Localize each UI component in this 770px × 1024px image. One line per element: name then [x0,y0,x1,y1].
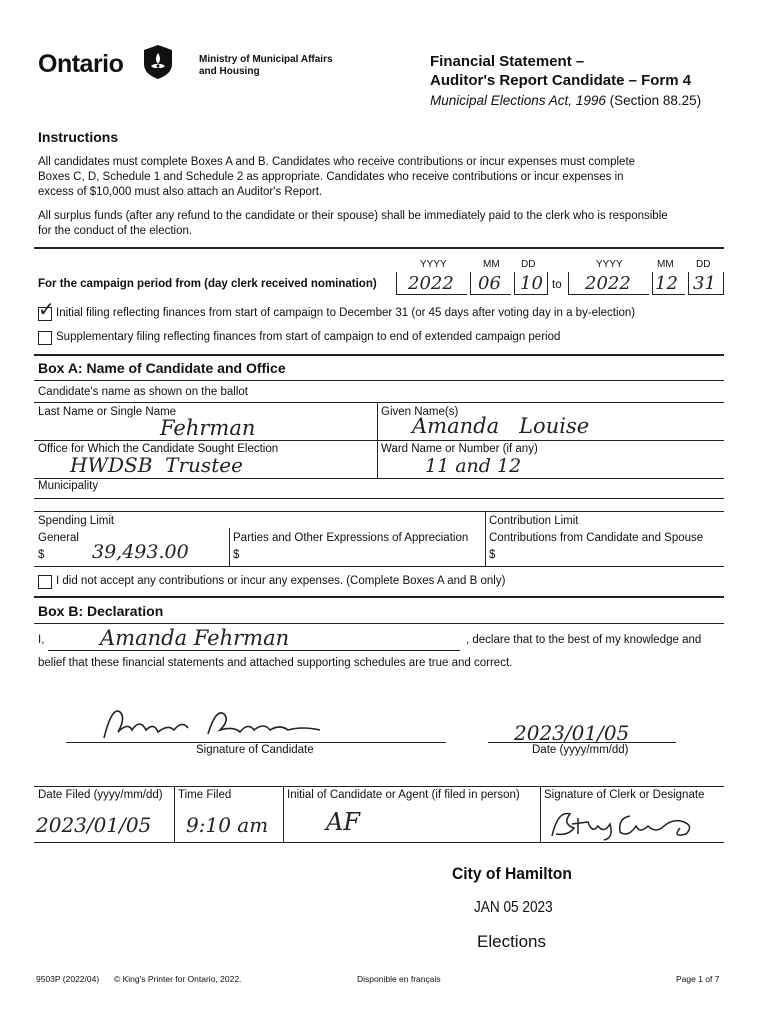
limits-top-border [34,511,724,512]
period-header-dd-from: DD [521,259,536,270]
to-day-value: 31 [693,273,716,294]
trillium-logo-icon [142,44,174,80]
page-number: Page 1 of 7 [676,974,720,984]
date-filed-label: Date Filed (yyyy/mm/dd) [38,789,163,801]
column-divider [174,786,175,842]
initial-label: Initial of Candidate or Agent (if filed in person) [287,789,520,801]
to-year-value: 2022 [585,273,631,294]
last-name-label: Last Name or Single Name [38,406,177,418]
clerk-signature-label: Signature of Clerk or Designate [544,789,705,801]
spending-limit-label: Spending Limit [38,515,115,527]
candidate-signature [98,700,338,744]
date-label: Date (yyyy/mm/dd) [532,744,629,756]
divider [34,478,724,479]
from-day-value: 10 [520,273,543,294]
clerk-signature [548,804,718,842]
declaration-date-value[interactable]: 2023/01/05 [514,721,630,745]
supplementary-filing-label: Supplementary filing reflecting finances from start of campaign to end of extended campaign period [56,331,561,343]
divider [34,498,724,499]
given-names-value[interactable]: Amanda Louise [412,414,590,438]
initial-filing-label: Initial filing reflecting finances from start of campaign to December 31 (or 45 days after voting day in a by-election) [56,307,636,319]
period-header-yyyy-from: YYYY [420,259,447,270]
filed-top-border [34,786,724,787]
contribution-currency: $ [489,549,496,561]
column-divider [229,528,230,566]
office-value[interactable]: HWDSB Trustee [70,453,243,477]
box-b-heading: Box B: Declaration [38,603,164,619]
given-names-label: Given Name(s) [381,406,459,418]
ward-value[interactable]: 11 and 12 [425,455,522,477]
municipality-label: Municipality [38,480,99,492]
to-label: to [552,279,562,291]
campaign-period-label: For the campaign period from (day clerk received nomination) [38,278,377,290]
stamp-date: JAN 05 2023 [474,899,553,916]
last-name-value[interactable]: Fehrman [160,416,256,440]
filed-bottom-border [34,842,724,843]
form-title: Financial Statement – Auditor's Report Candidate – Form 4 [430,53,692,89]
from-year-value: 2022 [408,273,454,294]
ward-label: Ward Name or Number (if any) [381,443,538,455]
signature-of-candidate-label: Signature of Candidate [196,744,314,756]
date-line [488,742,676,743]
column-divider [283,786,284,842]
parties-label: Parties and Other Expressions of Appreciation [233,532,469,544]
period-header-mm-to: MM [657,259,674,270]
instructions-heading: Instructions [38,129,119,145]
box-a-top-border [34,354,724,356]
box-a-heading: Box A: Name of Candidate and Office [38,360,286,376]
period-header-dd-to: DD [696,259,711,270]
general-limit-value[interactable]: 39,493.00 [92,541,189,563]
from-month-value: 06 [478,273,501,294]
supplementary-filing-checkbox[interactable] [38,331,52,345]
ontario-logo-text: Ontario [38,50,124,78]
signature-line [66,742,446,743]
initials-value[interactable]: AF [326,808,360,836]
divider [34,623,724,624]
column-divider [485,511,486,566]
no-contributions-checkbox[interactable] [38,575,52,589]
declarant-name-value[interactable]: Amanda Fehrman [100,626,290,650]
office-label: Office for Which the Candidate Sought Election [38,443,279,455]
divider [34,566,724,567]
stamp-elections: Elections [477,932,546,951]
instructions-paragraph-1: All candidates must complete Boxes A and B. Candidates who receive contributions or incur expenses must complete Boxes C, D, Schedule 1 and Schedule 2 as appropriate. Candidates who receive contributions or incur expenses in excess of $10,000 must also attach an Auditor's Report. [38,156,636,198]
period-header-mm-from: MM [483,259,500,270]
general-currency: $ [38,549,45,561]
time-filed-label: Time Filed [178,789,232,801]
period-header-yyyy-to: YYYY [596,259,623,270]
contribution-limit-label: Contribution Limit [489,515,579,527]
divider [34,440,724,441]
form-number: 9503P (2022/04) [36,974,100,984]
name-as-shown-label: Candidate's name as shown on the ballot [38,386,248,398]
date-filed-value[interactable]: 2023/01/05 [36,813,152,837]
to-month-value: 12 [655,273,678,294]
divider [34,380,724,381]
check-mark-icon: ✓ [38,299,55,321]
declaration-i-label: I, [38,634,45,646]
column-divider [540,786,541,842]
contribution-sub-label: Contributions from Candidate and Spouse [489,532,704,544]
ministry-name: Ministry of Municipal Affairs and Housing [199,54,333,77]
general-label: General [38,532,79,544]
parties-currency: $ [233,549,240,561]
divider [34,402,724,403]
copyright: © King's Printer for Ontario, 2022. [114,974,242,984]
french-availability: Disponible en français [357,974,441,984]
act-reference: Municipal Elections Act, 1996 (Section 88.25) [430,93,702,108]
declare-text: , declare that to the best of my knowledge and [466,634,702,646]
divider [34,247,724,249]
stamp-city: City of Hamilton [452,864,572,883]
belief-text: belief that these financial statements and attached supporting schedules are true and correct. [38,657,513,669]
time-filed-value[interactable]: 9:10 am [186,813,269,837]
declarant-name-underline [48,650,460,651]
instructions-paragraph-2: All surplus funds (after any refund to the candidate or their spouse) shall be immediately paid to the clerk who is responsible for the conduct of the election. [38,210,668,237]
no-contributions-label: I did not accept any contributions or incur any expenses. (Complete Boxes A and B only) [56,575,506,587]
box-b-top-border [34,596,724,598]
